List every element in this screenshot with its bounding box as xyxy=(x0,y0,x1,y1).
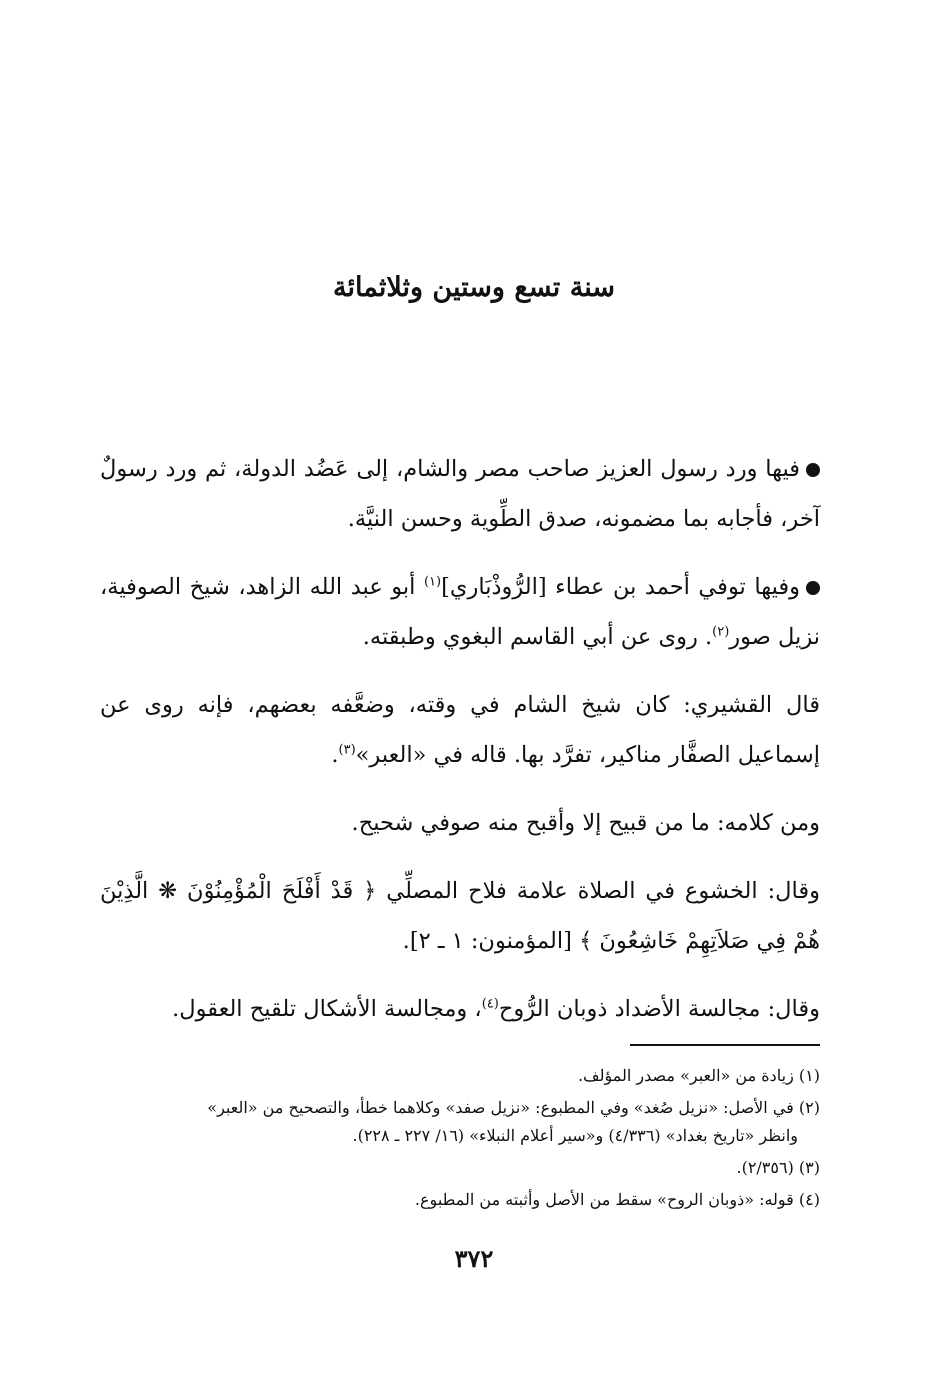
page-title: سنة تسع وستين وثلاثمائة xyxy=(333,272,615,303)
paragraph-2-text-b: أبو عبد الله الزاهد، شيخ الصوفية، نزيل صور xyxy=(100,574,820,650)
paragraph-1-text: فيها ورد رسول العزيز صاحب مصر والشام، إلى عَضُد الدولة، ثم ورد رسولٌ آخر، فأجابه بما مضمونه، صدق الطِّوية وحسن النيَّة. xyxy=(100,456,820,532)
footnotes xyxy=(100,1062,820,1218)
paragraph-6 xyxy=(100,984,820,1034)
main-text xyxy=(100,444,820,1052)
paragraph-2-text-c: . روى عن أبي القاسم البغوي وطبقته. xyxy=(362,624,713,650)
footnote-3: (٣) (٢/٣٥٦). xyxy=(736,1158,820,1177)
paragraph-1 xyxy=(100,444,820,544)
bullet-icon xyxy=(806,463,820,477)
bullet-icon xyxy=(806,581,820,595)
paragraph-3 xyxy=(100,680,820,780)
paragraph-6-text-a: وقال: مجالسة الأضداد ذوبان الرُّوح xyxy=(498,996,820,1022)
paragraph-2 xyxy=(100,562,820,662)
footnote-2: (٢) في الأصل: «نزيل صُغد» وفي المطبوع: «نزيل صفد» وكلاهما خطأ، والتصحيح من «العبر» xyxy=(207,1098,820,1117)
paragraph-3-text-a: قال القشيري: كان شيخ الشام في وقته، وضعَّفه بعضهم، فإنه روى عن إسماعيل الصفَّار مناكير، تفرَّد بها. قاله في «العبر» xyxy=(100,692,820,768)
paragraph-3-text-b: . xyxy=(331,742,339,768)
paragraph-5 xyxy=(100,866,820,966)
footnote-4: (٤) قوله: «ذوبان الروح» سقط من الأصل وأثبته من المطبوع. xyxy=(414,1190,820,1209)
footnote-divider xyxy=(630,1044,820,1046)
footnote-1: (١) زيادة من «العبر» مصدر المؤلف. xyxy=(577,1066,820,1085)
paragraph-6-text-b: ، ومجالسة الأشكال تلقيح العقول. xyxy=(172,996,482,1022)
paragraph-4-text: ومن كلامه: ما من قبيح إلا وأقبح منه صوفي شحيح. xyxy=(351,810,820,836)
paragraph-5-text: وقال: الخشوع في الصلاة علامة فلاح المصلِّي ﴿ قَدْ أَفْلَحَ الْمُؤْمِنُوْنَ ❋ الَّذِيْنَ هُمْ فِي صَلاَتِهِمْ خَاشِعُونَ ﴾ [المؤمنون: ١ ـ ٢]. xyxy=(100,878,820,954)
footnote-ref-1: (١) xyxy=(423,574,442,590)
paragraph-2-text-a: وفيها توفي أحمد بن عطاء [الرُّوذْبَاري] xyxy=(441,574,800,600)
page-number: ٣٧٢ xyxy=(454,1244,494,1273)
footnote-2-continuation: وانظر «تاريخ بغداد» (٤/٣٣٦) و«سير أعلام النبلاء» (١٦/ ٢٢٧ ـ ٢٢٨). xyxy=(352,1126,798,1145)
paragraph-4 xyxy=(100,798,820,848)
footnote-ref-2: (٢) xyxy=(712,624,730,640)
footnote-ref-4: (٤) xyxy=(481,996,499,1012)
footnote-ref-3: (٣) xyxy=(338,742,356,758)
